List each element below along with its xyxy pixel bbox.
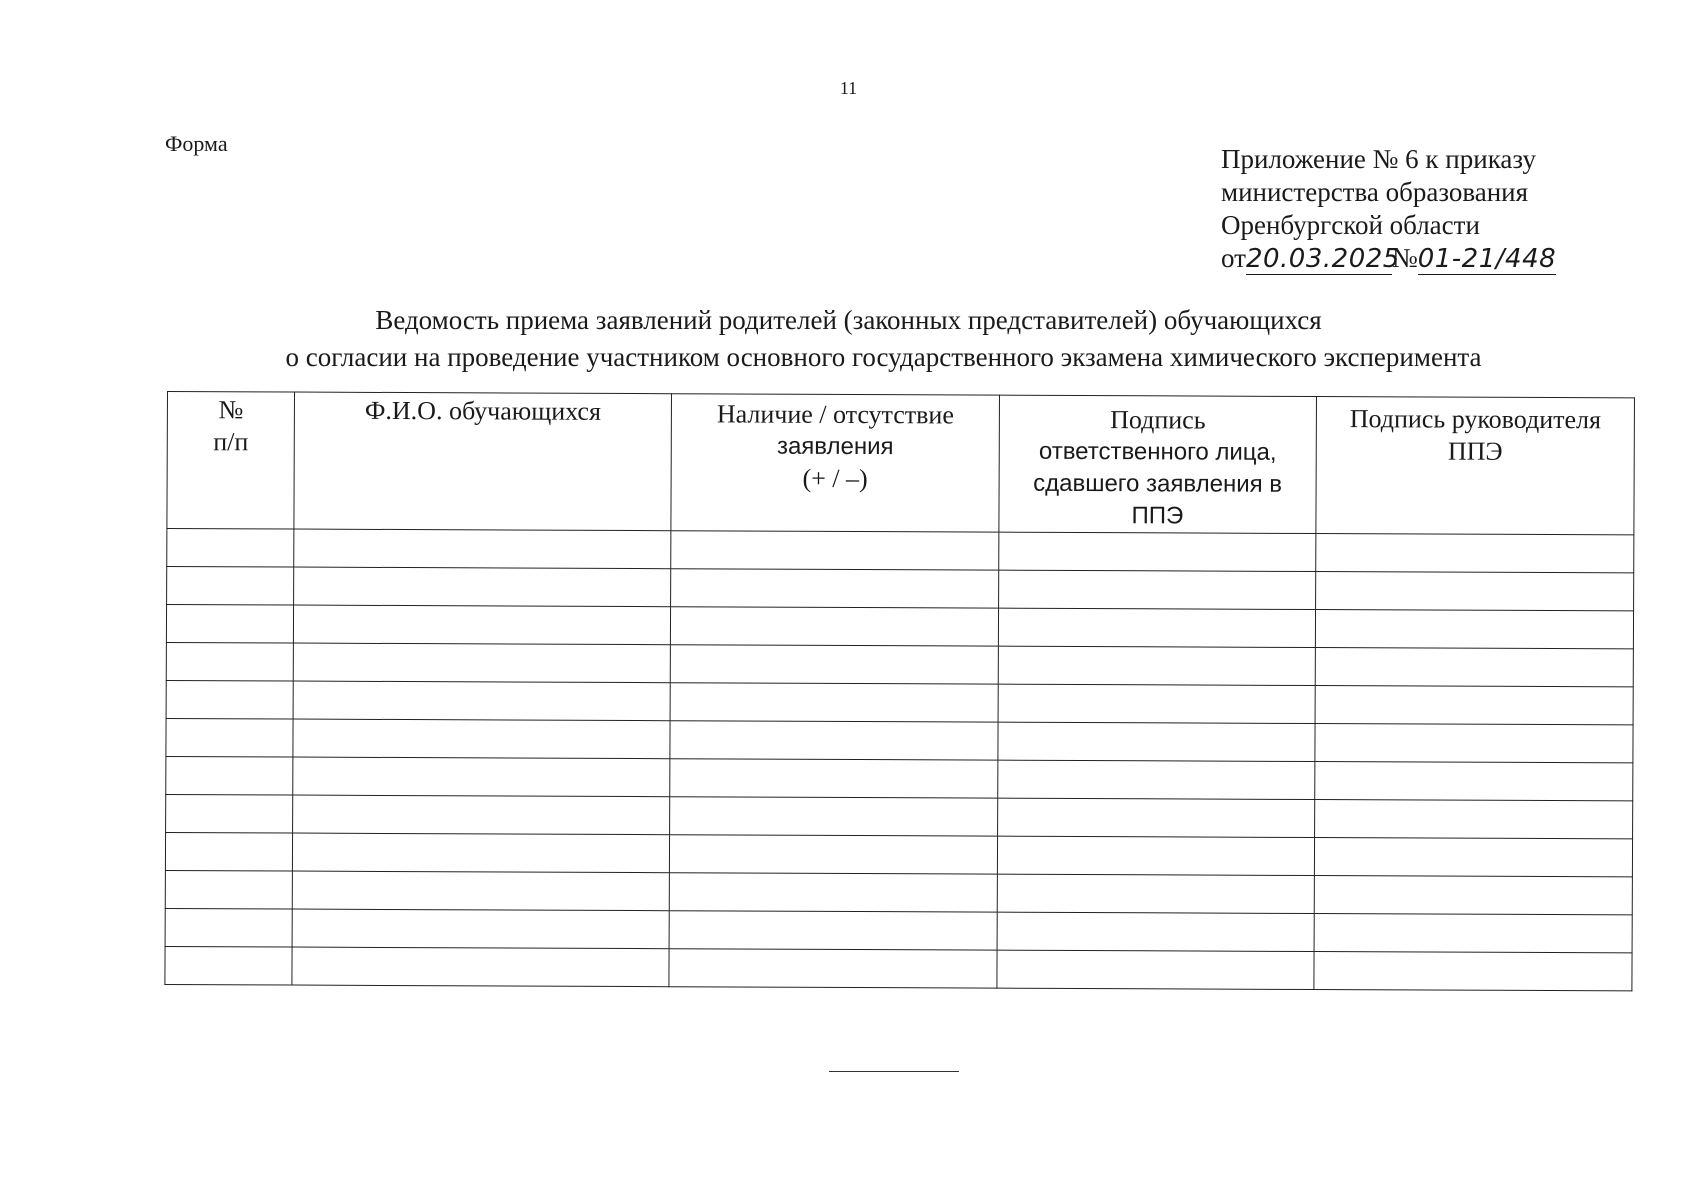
table-cell-col-4 [997,874,1314,913]
table-row [166,605,1633,649]
table-cell-col-2 [293,605,670,645]
table-cell-col-5 [1314,876,1632,915]
header-responsible-signature-line-3: сдавшего заявления в [1033,469,1283,498]
table-cell-col-1 [166,756,293,795]
table-cell-col-4 [997,836,1314,875]
header-application-status-line-1: Наличие / отсутствие [716,399,954,430]
table-cell-col-4 [998,684,1315,723]
table-cell-col-2 [293,643,670,683]
table-cell-col-2 [293,681,670,721]
table-header-row [167,392,1635,535]
appendix-block [1221,143,1556,275]
title-line-1: Ведомость приема заявлений родителей (законных представителей) обучающихся [375,305,1322,335]
table-cell-col-3 [669,949,997,988]
table-cell-col-1 [165,870,292,909]
table-cell-col-3 [670,645,998,684]
table-row [166,756,1633,800]
table-cell-col-5 [1314,914,1632,953]
table-cell-col-4 [998,722,1315,761]
table-cell-col-2 [292,947,669,987]
table-cell-col-1 [166,605,293,644]
table-cell-col-1 [166,642,293,681]
table-cell-col-5 [1314,838,1632,877]
table-cell-col-2 [294,529,671,569]
table-cell-col-2 [294,567,671,607]
table-row [166,718,1633,762]
table-cell-col-5 [1316,572,1634,611]
table-row [166,680,1633,724]
table-cell-col-4 [998,646,1315,685]
header-head-signature [1316,397,1635,535]
order-number-prefix: № [1391,243,1418,273]
header-responsible-signature-line-4: ППЭ [1131,502,1184,530]
appendix-line-1: Приложение № 6 к приказу [1221,144,1536,174]
table-cell-col-1 [166,718,293,757]
table-row [165,946,1632,990]
table-cell-col-1 [166,680,293,719]
header-responsible-signature-line-1: Подпись [1110,405,1206,435]
table-cell-col-2 [293,795,670,835]
table-cell-col-3 [670,607,998,646]
table-cell-col-2 [292,871,669,911]
appendix-line-2: министерства образования [1221,177,1529,207]
table-cell-col-4 [997,950,1314,989]
table-cell-col-5 [1315,610,1633,649]
table-cell-col-4 [998,608,1315,647]
table-cell-col-3 [669,911,997,950]
applications-register-table [164,391,1635,991]
table-cell-col-5 [1314,952,1632,991]
table-cell-col-1 [167,529,294,568]
table-cell-col-4 [999,570,1316,609]
table-cell-col-4 [999,532,1316,571]
header-responsible-signature-line-2: ответственного лица, [1038,437,1277,466]
header-number [167,392,295,530]
table-cell-col-1 [166,794,293,833]
table-cell-col-1 [165,908,292,947]
table-cell-col-2 [293,719,670,759]
order-date-handwritten: 20.03.2025 [1245,244,1400,274]
header-head-signature-line-1: Подпись руководителя [1349,404,1602,435]
table-row [165,908,1632,952]
header-student-name-line-1: Ф.И.О. обучающихся [364,395,602,426]
table-cell-col-3 [670,797,998,836]
table-cell-col-5 [1315,800,1633,839]
table-body [165,529,1634,991]
table-cell-col-3 [670,683,998,722]
footer-divider [829,1071,959,1072]
appendix-line-3: Оренбургской области [1221,210,1480,240]
table-cell-col-3 [669,873,997,912]
order-number-handwritten: 01-21/448 [1417,244,1557,274]
page-number: 11 [839,78,858,98]
table-cell-col-5 [1315,686,1633,725]
table-cell-col-3 [671,569,999,608]
table-row [167,529,1634,573]
table-cell-col-3 [670,721,998,760]
table-row [166,642,1633,686]
header-application-status [671,394,1000,532]
header-responsible-signature [999,395,1317,533]
table-cell-col-4 [998,798,1315,837]
table-cell-col-3 [669,835,997,874]
header-application-status-line-3: (+ / –) [802,463,868,494]
table-row [167,567,1634,611]
table-cell-col-2 [292,909,669,949]
header-application-status-line-2: заявления [776,432,894,461]
form-label: Форма [165,131,228,156]
table-cell-col-3 [671,531,999,570]
table-cell-col-5 [1315,648,1633,687]
table-row [165,870,1632,914]
table-row [166,794,1633,838]
table-cell-col-5 [1315,762,1633,801]
header-number-line-1: № [218,395,244,425]
table-cell-col-1 [167,567,294,606]
table-cell-col-2 [293,757,670,797]
table-cell-col-1 [165,946,292,985]
header-head-signature-line-2: ППЭ [1447,436,1503,466]
table-cell-col-5 [1316,534,1634,573]
table-cell-col-4 [997,912,1314,951]
header-number-line-2: п/п [213,427,249,457]
table-cell-col-5 [1315,724,1633,763]
table-cell-col-1 [165,832,292,871]
table-cell-col-4 [998,760,1315,799]
table-row [165,832,1632,876]
order-reference [1221,242,1556,275]
document-title [0,302,1697,376]
table-cell-col-2 [292,833,669,873]
table-cell-col-3 [670,759,998,798]
header-student-name [294,392,672,531]
order-from-prefix: от [1221,243,1246,273]
title-line-2: о согласии на проведение участником основного государственного экзамена химического эксперимента [285,342,1482,372]
